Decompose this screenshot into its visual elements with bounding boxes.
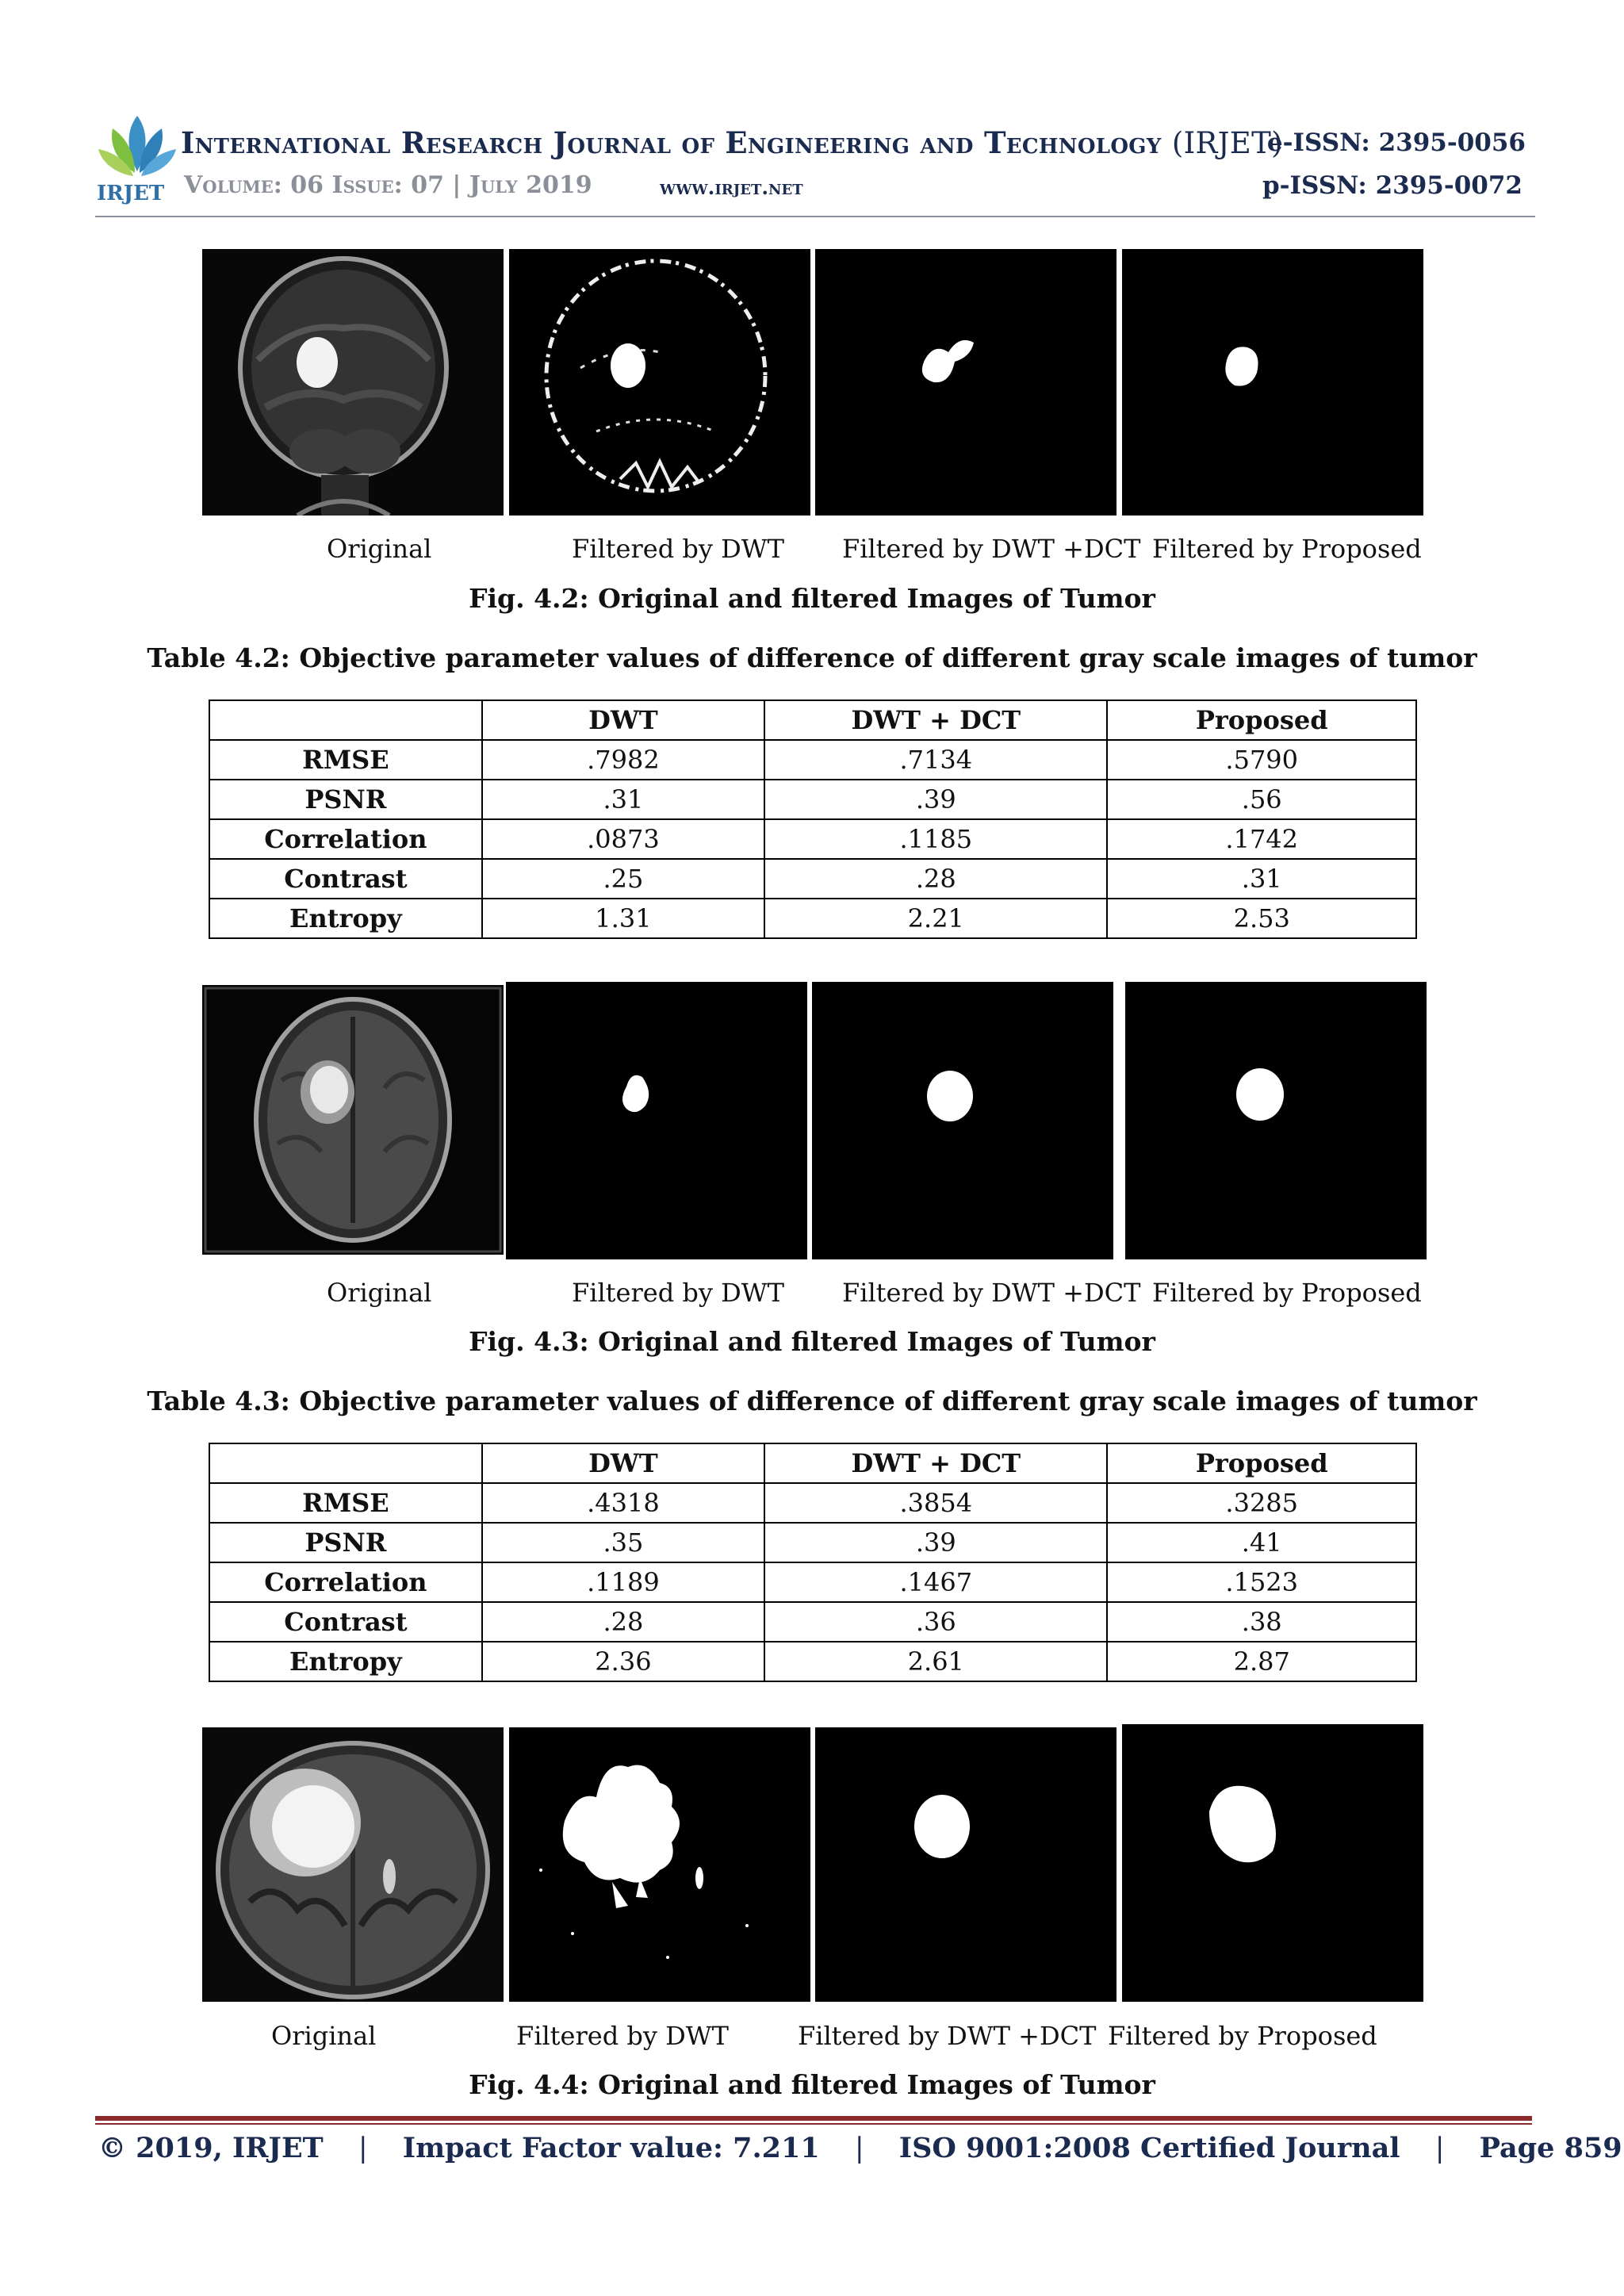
fig44-label-dwt: Filtered by DWT — [516, 2021, 729, 2051]
table-row-header: RMSE — [209, 740, 482, 780]
table-cell: .38 — [1107, 1602, 1416, 1642]
table-row — [209, 1602, 1416, 1642]
table-cell: .41 — [1107, 1523, 1416, 1562]
table-row — [209, 1483, 1416, 1523]
table-row-header: RMSE — [209, 1483, 482, 1523]
volume-issue: Volume: 06 Issue: 07 | July 2019 — [184, 171, 592, 199]
table-header-cell: Proposed — [1107, 700, 1416, 740]
fig44-dwt-dct-image — [815, 1727, 1116, 2002]
footer-separator: | — [854, 2133, 864, 2164]
journal-website: www.irjet.net — [660, 176, 803, 199]
fig44-label-dwt-dct: Filtered by DWT +DCT — [798, 2021, 1097, 2051]
journal-abbr: (IRJET) — [1171, 126, 1283, 160]
fig43-dwt-image — [506, 982, 807, 1259]
table43-caption: Table 4.3: Objective parameter values of difference of different gray scale images of tumor — [147, 1386, 1477, 1416]
table-header-cell: Proposed — [1107, 1443, 1416, 1483]
fig43-label-dwt-dct: Filtered by DWT +DCT — [842, 1278, 1141, 1308]
header-rule — [95, 216, 1535, 217]
table-cell: .35 — [482, 1523, 764, 1562]
table-cell: .36 — [764, 1602, 1107, 1642]
table-row-header: PSNR — [209, 780, 482, 819]
page-footer — [98, 2132, 1622, 2164]
table-row — [209, 899, 1416, 938]
table-cell: .0873 — [482, 819, 764, 859]
table-cell: .1185 — [764, 819, 1107, 859]
table-row-header: Contrast — [209, 1602, 482, 1642]
table-cell: .3285 — [1107, 1483, 1416, 1523]
table-row — [209, 859, 1416, 899]
table-cell: .1189 — [482, 1562, 764, 1602]
table-cell: .39 — [764, 780, 1107, 819]
table-cell: .5790 — [1107, 740, 1416, 780]
table-row — [209, 780, 1416, 819]
table-cell: .3854 — [764, 1483, 1107, 1523]
footer-iso: ISO 9001:2008 Certified Journal — [898, 2132, 1400, 2164]
fig44-proposed-image — [1122, 1724, 1423, 2002]
footer-copyright: © 2019, IRJET — [98, 2132, 324, 2164]
fig43-dwt-dct-image — [812, 982, 1113, 1259]
footer-page-number: Page 859 — [1479, 2132, 1622, 2164]
table-row-header: PSNR — [209, 1523, 482, 1562]
fig43-label-original: Original — [327, 1278, 432, 1308]
eissn: e-ISSN: 2395-0056 — [1266, 128, 1526, 157]
journal-title — [181, 125, 1283, 160]
table-row — [209, 1642, 1416, 1681]
table-cell: .1467 — [764, 1562, 1107, 1602]
fig44-caption: Fig. 4.4: Original and filtered Images of Tumor — [469, 2069, 1155, 2100]
table-header-cell — [209, 700, 482, 740]
table-header-cell — [209, 1443, 482, 1483]
table-row — [209, 740, 1416, 780]
table-cell: .1742 — [1107, 819, 1416, 859]
table-cell: .7134 — [764, 740, 1107, 780]
table-cell: 2.61 — [764, 1642, 1107, 1681]
svg-text:IRJET: IRJET — [97, 182, 165, 205]
table-cell: .25 — [482, 859, 764, 899]
table-row — [209, 1562, 1416, 1602]
fig44-label-original: Original — [271, 2021, 377, 2051]
irjet-logo — [94, 109, 181, 205]
table-cell: .28 — [482, 1602, 764, 1642]
table-header-cell: DWT — [482, 700, 764, 740]
footer-rule-thin — [95, 2123, 1532, 2125]
table-cell: .56 — [1107, 780, 1416, 819]
journal-title-text: International Research Journal of Engineering and Technology — [181, 125, 1162, 160]
table-cell: 2.21 — [764, 899, 1107, 938]
table-header-cell: DWT + DCT — [764, 700, 1107, 740]
fig42-original-image — [202, 249, 504, 516]
footer-separator: | — [1434, 2133, 1445, 2164]
table-header-row — [209, 700, 1416, 740]
fig43-proposed-image — [1125, 982, 1427, 1259]
table-4-3 — [209, 1443, 1417, 1682]
fig44-label-proposed: Filtered by Proposed — [1108, 2021, 1377, 2051]
fig42-label-dwt-dct: Filtered by DWT +DCT — [842, 534, 1141, 564]
fig44-original-image — [202, 1727, 504, 2002]
table-header-row — [209, 1443, 1416, 1483]
table-cell: .28 — [764, 859, 1107, 899]
fig43-caption: Fig. 4.3: Original and filtered Images of Tumor — [469, 1326, 1155, 1357]
table-cell: 2.87 — [1107, 1642, 1416, 1681]
fig42-dwt-image — [509, 249, 810, 516]
fig43-label-dwt: Filtered by DWT — [572, 1278, 784, 1308]
table-cell: 2.36 — [482, 1642, 764, 1681]
table-row — [209, 1523, 1416, 1562]
table42-caption: Table 4.2: Objective parameter values of difference of different gray scale images of tumor — [147, 642, 1477, 673]
table-cell: .31 — [1107, 859, 1416, 899]
table-cell: .31 — [482, 780, 764, 819]
fig42-label-original: Original — [327, 534, 432, 564]
fig42-label-proposed: Filtered by Proposed — [1152, 534, 1422, 564]
table-row-header: Correlation — [209, 1562, 482, 1602]
table-header-cell: DWT + DCT — [764, 1443, 1107, 1483]
fig43-label-proposed: Filtered by Proposed — [1152, 1278, 1422, 1308]
table-row-header: Entropy — [209, 1642, 482, 1681]
footer-separator: | — [358, 2133, 368, 2164]
table-4-2 — [209, 700, 1417, 939]
fig42-label-dwt: Filtered by DWT — [572, 534, 784, 564]
pissn: p-ISSN: 2395-0072 — [1262, 171, 1522, 200]
table-cell: .4318 — [482, 1483, 764, 1523]
table-row-header: Entropy — [209, 899, 482, 938]
table-cell: .1523 — [1107, 1562, 1416, 1602]
table-header-cell: DWT — [482, 1443, 764, 1483]
table-row-header: Correlation — [209, 819, 482, 859]
table-cell: .7982 — [482, 740, 764, 780]
table-row-header: Contrast — [209, 859, 482, 899]
footer-rule — [95, 2116, 1532, 2121]
fig42-caption: Fig. 4.2: Original and filtered Images of Tumor — [469, 583, 1155, 614]
fig43-original-image — [202, 985, 504, 1255]
table-row — [209, 819, 1416, 859]
fig42-dwt-dct-image — [815, 249, 1116, 516]
table-cell: 1.31 — [482, 899, 764, 938]
fig42-proposed-image — [1122, 249, 1423, 516]
footer-impact-factor: Impact Factor value: 7.211 — [402, 2132, 820, 2164]
table-cell: 2.53 — [1107, 899, 1416, 938]
table-cell: .39 — [764, 1523, 1107, 1562]
fig44-dwt-image — [509, 1727, 810, 2002]
